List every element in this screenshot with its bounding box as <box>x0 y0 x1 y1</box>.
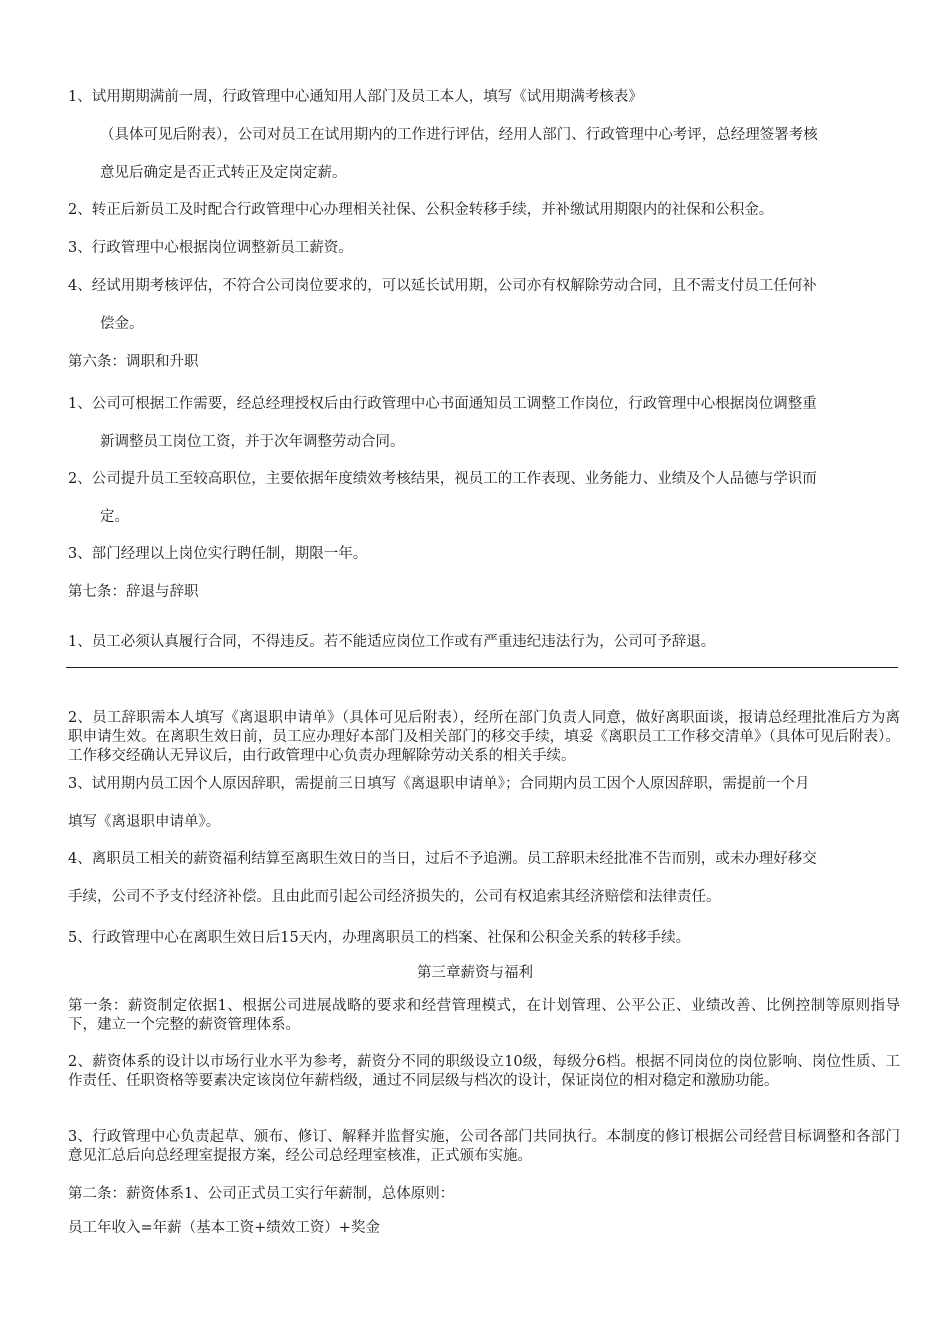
paragraph-promotion-line2: 定。 <box>100 509 129 525</box>
paragraph-probation-review-line3: 意见后确定是否正式转正及定岗定薪。 <box>100 165 347 181</box>
paragraph-salary-basis: 第一条：薪资制定依据1、根据公司进展战略的要求和经营管理模式，在计划管理、公平公正、业绩改善、比例控制等原则指导下，建立一个完整的薪资管理体系。 <box>68 998 900 1033</box>
paragraph-appointment-system: 3、部门经理以上岗位实行聘任制，期限一年。 <box>68 546 368 562</box>
paragraph-transfer-line1: 1、公司可根据工作需要，经总经理授权后由行政管理中心书面通知员工调整工作岗位，行政管理中心根据岗位调整重 <box>68 396 817 412</box>
paragraph-settlement-line2: 手续，公司不予支付经济补偿。且由此而引起公司经济损失的，公司有权追索其经济赔偿和法律责任。 <box>68 889 721 905</box>
chapter-title-salary-benefits: 第三章薪资与福利 <box>417 965 533 981</box>
paragraph-notice-period-line1: 3、试用期内员工因个人原因辞职，需提前三日填写《离退职申请单》；合同期内员工因个人原因辞职，需提前一个月 <box>68 776 810 792</box>
paragraph-resignation-procedure: 2、员工辞职需本人填写《离退职申请单》（具体可见后附表），经所在部门负责人同意，做好离职面谈，报请总经理批准后方为离职申请生效。在离职生效日前，员工应办理好本部门及相关部门的移交手续，填妥《离职员工工作移交清单》（具体可见后附表）。工作移交经确认无异议后，由行政管理中心负责办理解除劳动关系的相关手续。 <box>68 710 900 764</box>
paragraph-salary-adjust: 3、行政管理中心根据岗位调整新员工薪资。 <box>68 240 353 256</box>
paragraph-transfer-line2: 新调整员工岗位工资，并于次年调整劳动合同。 <box>100 434 405 450</box>
paragraph-probation-review-line1: 1、试用期期满前一周，行政管理中心通知用人部门及员工本人，填写《试用期满考核表》 <box>68 89 643 105</box>
paragraph-annual-salary-system: 第二条：薪资体系1、公司正式员工实行年薪制，总体原则： <box>68 1186 455 1202</box>
paragraph-responsibility: 3、行政管理中心负责起草、颁布、修订、解释并监督实施，公司各部门共同执行。本制度的修订根据公司经营目标调整和各部门意见汇总后向总经理室提报方案，经公司总经理室核准，正式颁布实施。 <box>68 1129 900 1164</box>
section-heading-dismissal-resignation: 第七条：辞退与辞职 <box>68 584 199 600</box>
paragraph-social-insurance: 2、转正后新员工及时配合行政管理中心办理相关社保、公积金转移手续，并补缴试用期限内的社保和公积金。 <box>68 202 774 218</box>
paragraph-notice-period-line2: 填写《离退职申请单》。 <box>68 814 221 830</box>
paragraph-extend-probation-line1: 4、经试用期考核评估，不符合公司岗位要求的，可以延长试用期，公司亦有权解除劳动合同，且不需支付员工任何补 <box>68 278 817 294</box>
paragraph-salary-system-design: 2、薪资体系的设计以市场行业水平为参考，薪资分不同的职级设立10级，每级分6档。根据不同岗位的岗位影响、岗位性质、工作责任、任职资格等要素决定该岗位年薪档级，通过不同层级与档次的设计，保证岗位的相对稳定和激励功能。 <box>68 1054 900 1089</box>
section-heading-transfer-promotion: 第六条：调职和升职 <box>68 354 199 370</box>
paragraph-probation-review-line2: （具体可见后附表），公司对员工在试用期内的工作进行评估，经用人部门、行政管理中心考评，总经理签署考核 <box>100 127 818 143</box>
page-divider <box>66 667 898 668</box>
paragraph-settlement-line1: 4、离职员工相关的薪资福利结算至离职生效日的当日，过后不予追溯。员工辞职未经批准不告而别，或未办理好移交 <box>68 851 817 867</box>
paragraph-promotion-line1: 2、公司提升员工至较高职位，主要依据年度绩效考核结果，视员工的工作表现、业务能力、业绩及个人品德与学识而 <box>68 471 817 487</box>
paragraph-contract-compliance: 1、员工必须认真履行合同，不得违反。若不能适应岗位工作或有严重违纪违法行为，公司可予辞退。 <box>68 634 716 650</box>
salary-formula: 员工年收入=年薪（基本工资+绩效工资）+奖金 <box>68 1220 380 1236</box>
paragraph-extend-probation-line2: 偿金。 <box>100 316 144 332</box>
paragraph-file-transfer: 5、行政管理中心在离职生效日后15天内，办理离职员工的档案、社保和公积金关系的转移手续。 <box>68 930 691 946</box>
